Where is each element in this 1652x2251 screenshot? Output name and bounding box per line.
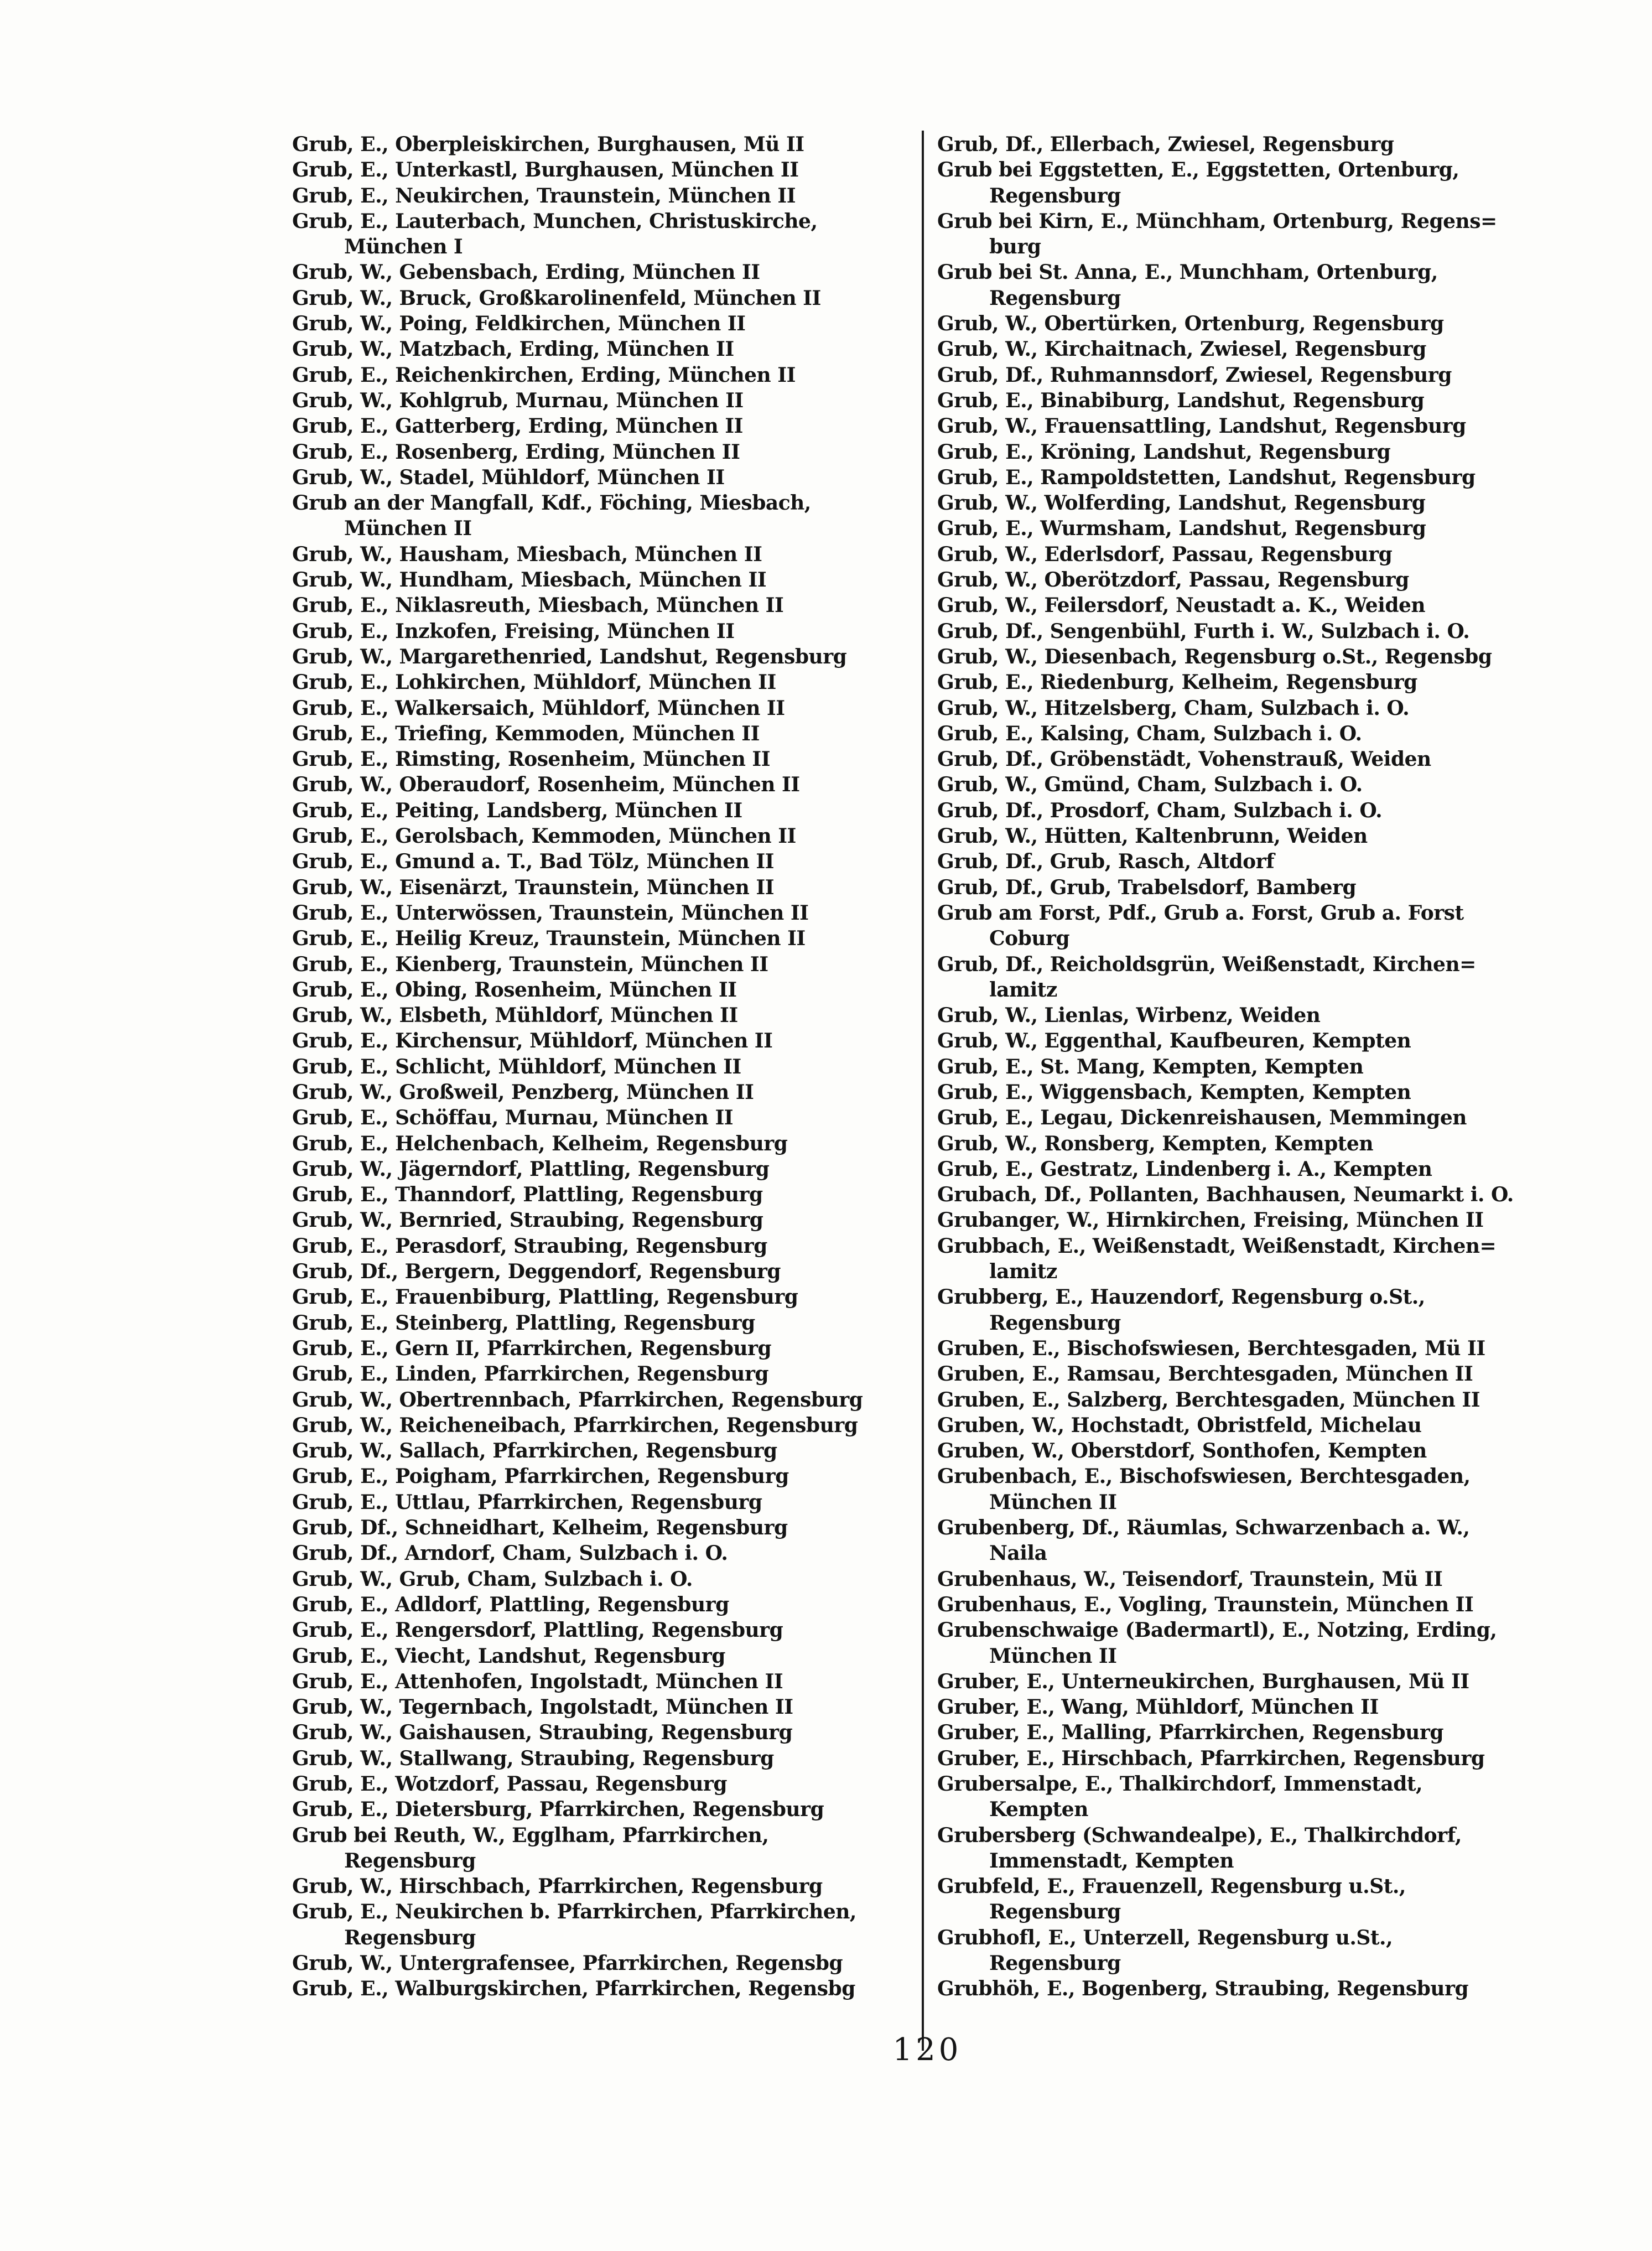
entry-line: Grub, E., Unterkastl, Burghausen, München II	[292, 158, 799, 182]
entry-line: Grub, Df., Bergern, Deggendorf, Regensburg	[292, 1260, 781, 1284]
entry-line: Gruber, E., Unterneukirchen, Burghausen, Mü II	[937, 1669, 1469, 1693]
entry-line: Grub, E., Inzkofen, Freising, München II	[292, 619, 735, 643]
entry-line: Grub, E., Gmund a. T., Bad Tölz, München II	[292, 850, 774, 874]
entry-line: Grub, W., Hütten, Kaltenbrunn, Weiden	[937, 824, 1368, 848]
entry-line: Gruber, E., Malling, Pfarrkirchen, Regensburg	[937, 1721, 1443, 1745]
entry-line: Grub, W., Diesenbach, Regensburg o.St., Regensbg	[937, 645, 1492, 668]
entry-line: Grub, E., Rimsting, Rosenheim, München II	[292, 748, 771, 771]
entry-line: Grub bei Kirn, E., Münchham, Ortenburg, Regens=	[937, 209, 1497, 233]
entry-line: Grub, E., Reichenkirchen, Erding, München II	[292, 363, 796, 387]
entry-line: Grub, W., Eisenärzt, Traunstein, München II	[292, 875, 775, 899]
entry-line: Kempten	[989, 1798, 1088, 1822]
entry-line: Grub, W., Wolferding, Landshut, Regensburg	[937, 491, 1426, 515]
entry-line: Grub, W., Hitzelsberg, Cham, Sulzbach i. O.	[937, 696, 1410, 720]
entry-line: Grub, W., Gaishausen, Straubing, Regensburg	[292, 1721, 793, 1745]
entry-line: München II	[989, 1644, 1117, 1668]
entry-line: Grub, W., Stadel, Mühldorf, München II	[292, 465, 725, 489]
entry-line: Gruben, W., Oberstdorf, Sonthofen, Kempten	[937, 1439, 1427, 1463]
entry-line: Grub, E., Linden, Pfarrkirchen, Regensburg	[292, 1362, 769, 1386]
entry-line: Grub, E., Niklasreuth, Miesbach, München II	[292, 594, 784, 618]
entry-line: Grub an der Mangfall, Kdf., Föching, Miesbach,	[292, 491, 811, 515]
entry-line: Grubanger, W., Hirnkirchen, Freising, München II	[937, 1209, 1484, 1232]
entry-line: Grub, W., Lienlas, Wirbenz, Weiden	[937, 1004, 1321, 1028]
entry-line: Grub, E., Dietersburg, Pfarrkirchen, Regensburg	[292, 1798, 824, 1822]
entry-line: Grub, W., Reicheneibach, Pfarrkirchen, Regensburg	[292, 1413, 858, 1437]
entry-line: Gruben, W., Hochstadt, Obristfeld, Michelau	[937, 1413, 1422, 1437]
entry-line: Grub, E., Heilig Kreuz, Traunstein, München II	[292, 927, 806, 951]
entry-line: Grub, W., Obertürken, Ortenburg, Regensburg	[937, 312, 1444, 336]
entry-line: Grubach, Df., Pollanten, Bachhausen, Neumarkt i. O.	[937, 1183, 1514, 1207]
entry-line: Grub, Df., Sengenbühl, Furth i. W., Sulzbach i. O.	[937, 619, 1470, 643]
entry-line: Grub, E., Rosenberg, Erding, München II	[292, 440, 740, 464]
entry-line: Regensburg	[989, 1952, 1121, 1975]
entry-line: Grubhöh, E., Bogenberg, Straubing, Regensburg	[937, 1977, 1469, 2001]
entry-line: Grub, E., Adldorf, Plattling, Regensburg	[292, 1593, 729, 1616]
entry-line: Grub, W., Kirchaitnach, Zwiesel, Regensburg	[937, 338, 1426, 361]
entry-line: Grub, E., Kirchensur, Mühldorf, München II	[292, 1029, 773, 1053]
entry-line: Grub, E., Gerolsbach, Kemmoden, München II	[292, 824, 796, 848]
entry-line: Grubersberg (Schwandealpe), E., Thalkirchdorf,	[937, 1823, 1462, 1847]
entry-line: Grub, E., Frauenbiburg, Plattling, Regensburg	[292, 1285, 798, 1309]
entry-line: Naila	[989, 1542, 1047, 1565]
entry-line: Grub, W., Gebensbach, Erding, München II	[292, 261, 760, 284]
entry-line: München II	[344, 517, 472, 541]
entry-line: lamitz	[989, 1260, 1057, 1284]
entry-line: Grub bei St. Anna, E., Munchham, Ortenburg,	[937, 261, 1438, 284]
entry-line: Grub, Df., Schneidhart, Kelheim, Regensburg	[292, 1516, 788, 1540]
entry-line: Grub, E., Viecht, Landshut, Regensburg	[292, 1644, 725, 1668]
entry-line: Grub, E., Lauterbach, Munchen, Christuskirche,	[292, 209, 818, 233]
entry-line: Grub, Df., Arndorf, Cham, Sulzbach i. O.	[292, 1542, 728, 1565]
entry-line: Coburg	[989, 927, 1070, 951]
entry-line: Grub, E., Walburgskirchen, Pfarrkirchen, Regensbg	[292, 1977, 855, 2001]
entry-line: Grubhofl, E., Unterzell, Regensburg u.St.,	[937, 1926, 1393, 1949]
entry-line: Grub, Df., Grub, Trabelsdorf, Bamberg	[937, 875, 1357, 899]
entry-line: Grub, W., Bruck, Großkarolinenfeld, München II	[292, 286, 821, 310]
entry-line: Grub, E., Unterwössen, Traunstein, München II	[292, 901, 809, 925]
entry-line: Grub, W., Margarethenried, Landshut, Regensburg	[292, 645, 847, 668]
entry-line: Regensburg	[989, 286, 1121, 310]
entry-line: Grub, E., Gern II, Pfarrkirchen, Regensburg	[292, 1336, 772, 1360]
entry-line: Grub, E., Rampoldstetten, Landshut, Regensburg	[937, 465, 1476, 489]
entry-line: Grub, E., Kalsing, Cham, Sulzbach i. O.	[937, 722, 1362, 745]
entry-line: Grub, Df., Reicholdsgrün, Weißenstadt, Kirchen=	[937, 952, 1476, 976]
entry-line: Grub, W., Bernried, Straubing, Regensburg	[292, 1209, 763, 1232]
entry-line: Grub, W., Sallach, Pfarrkirchen, Regensburg	[292, 1439, 777, 1463]
entry-line: Grub, W., Oberötzdorf, Passau, Regensburg	[937, 568, 1409, 592]
entry-line: Grub, W., Ronsberg, Kempten, Kempten	[937, 1132, 1374, 1155]
entry-line: Grub, E., Rengersdorf, Plattling, Regensburg	[292, 1619, 783, 1642]
entry-line: Grub, E., Wiggensbach, Kempten, Kempten	[937, 1080, 1411, 1104]
entry-line: Grub, W., Poing, Feldkirchen, München II	[292, 312, 746, 336]
entry-line: Grub, W., Eggenthal, Kaufbeuren, Kempten	[937, 1029, 1411, 1053]
entry-line: lamitz	[989, 978, 1057, 1002]
entry-line: Grub, E., Lohkirchen, Mühldorf, München II	[292, 671, 776, 694]
entry-line: Grub, E., Gestratz, Lindenberg i. A., Kempten	[937, 1157, 1432, 1181]
entry-line: Grub, W., Feilersdorf, Neustadt a. K., Weiden	[937, 594, 1426, 618]
entry-line: Grub, W., Hirschbach, Pfarrkirchen, Regensburg	[292, 1875, 823, 1899]
entry-line: Grubenberg, Df., Räumlas, Schwarzenbach a. W.,	[937, 1516, 1470, 1540]
entry-line: Grub, W., Kohlgrub, Murnau, München II	[292, 388, 744, 412]
entry-line: München I	[344, 235, 463, 259]
entry-line: Grubenschwaige (Badermartl), E., Notzing, Erding,	[937, 1619, 1497, 1642]
entry-line: Grub, W., Grub, Cham, Sulzbach i. O.	[292, 1567, 693, 1591]
entry-line: Grub, Df., Ellerbach, Zwiesel, Regensburg	[937, 133, 1394, 156]
entry-line: Grub, E., Helchenbach, Kelheim, Regensburg	[292, 1132, 788, 1155]
entry-line: Grub, E., Neukirchen b. Pfarrkirchen, Pfarrkirchen,	[292, 1900, 856, 1924]
entry-line: Grub, Df., Gröbenstädt, Vohenstrauß, Weiden	[937, 748, 1431, 771]
entry-line: Grub, E., Gatterberg, Erding, München II	[292, 414, 743, 438]
entry-line: Grub, E., Schlicht, Mühldorf, München II	[292, 1055, 741, 1078]
entry-line: Regensburg	[344, 1849, 476, 1873]
entry-line: Grub, E., Perasdorf, Straubing, Regensburg	[292, 1234, 767, 1258]
left-column	[292, 132, 912, 2002]
entry-line: Grub, E., Oberpleiskirchen, Burghausen, Mü II	[292, 133, 804, 156]
entry-line: Grubbach, E., Weißenstadt, Weißenstadt, Kirchen=	[937, 1234, 1497, 1258]
entry-line: Grub, E., Attenhofen, Ingolstadt, München II	[292, 1669, 783, 1693]
right-column	[937, 132, 1568, 2002]
entry-line: Regensburg	[989, 184, 1121, 208]
entry-line: Gruben, E., Ramsau, Berchtesgaden, München II	[937, 1362, 1473, 1386]
entry-line: Grub, E., Wotzdorf, Passau, Regensburg	[292, 1772, 728, 1796]
entry-line: Grub, W., Matzbach, Erding, München II	[292, 338, 734, 361]
entry-line: Gruber, E., Wang, Mühldorf, München II	[937, 1695, 1379, 1719]
entry-line: Grub, E., Riedenburg, Kelheim, Regensburg	[937, 671, 1417, 694]
entry-line: Grub, W., Großweil, Penzberg, München II	[292, 1080, 754, 1104]
entry-line: Grub, W., Frauensattling, Landshut, Regensburg	[937, 414, 1466, 438]
entry-line: Grub, W., Hundham, Miesbach, München II	[292, 568, 767, 592]
entry-line: Grub, E., Neukirchen, Traunstein, München II	[292, 184, 796, 208]
entry-line: Regensburg	[344, 1926, 476, 1949]
page-number: 120	[892, 2032, 962, 2068]
entry-line: Grub, E., Steinberg, Plattling, Regensburg	[292, 1311, 755, 1335]
entry-line: Immenstadt, Kempten	[989, 1849, 1234, 1873]
entry-line: Grubenhaus, E., Vogling, Traunstein, München II	[937, 1593, 1474, 1616]
entry-line: Grub, W., Oberaudorf, Rosenheim, München II	[292, 773, 800, 797]
entry-line: Grub, W., Hausham, Miesbach, München II	[292, 542, 762, 566]
entry-line: Grub, E., St. Mang, Kempten, Kempten	[937, 1055, 1364, 1078]
entry-line: burg	[989, 235, 1041, 259]
entry-line: Grub am Forst, Pdf., Grub a. Forst, Grub a. Forst	[937, 901, 1464, 925]
entry-line: Grub, E., Binabiburg, Landshut, Regensburg	[937, 388, 1425, 412]
entry-line: Grub, W., Stallwang, Straubing, Regensburg	[292, 1746, 774, 1770]
entry-line: Grubfeld, E., Frauenzell, Regensburg u.St.,	[937, 1875, 1406, 1899]
entry-line: Grub, E., Walkersaich, Mühldorf, München II	[292, 696, 785, 720]
entry-line: Gruber, E., Hirschbach, Pfarrkirchen, Regensburg	[937, 1746, 1485, 1770]
entry-line: Grub, E., Schöffau, Murnau, München II	[292, 1106, 734, 1130]
entry-line: Grub, E., Legau, Dickenreishausen, Memmingen	[937, 1106, 1467, 1130]
entry-line: Grub, E., Uttlau, Pfarrkirchen, Regensburg	[292, 1490, 762, 1514]
entry-line: Grub, W., Jägerndorf, Plattling, Regensburg	[292, 1157, 770, 1181]
entry-line: Grub, W., Gmünd, Cham, Sulzbach i. O.	[937, 773, 1363, 797]
entry-line: Grub bei Reuth, W., Egglham, Pfarrkirchen,	[292, 1823, 769, 1847]
entry-line: Grub, E., Obing, Rosenheim, München II	[292, 978, 737, 1002]
entry-line: Grub, E., Poigham, Pfarrkirchen, Regensburg	[292, 1465, 789, 1488]
entry-line: Grub, W., Tegernbach, Ingolstadt, München II	[292, 1695, 793, 1719]
entry-line: Grub, E., Kienberg, Traunstein, München II	[292, 952, 768, 976]
entry-line: Grub bei Eggstetten, E., Eggstetten, Ortenburg,	[937, 158, 1459, 182]
entry-line: Grub, W., Elsbeth, Mühldorf, München II	[292, 1004, 738, 1028]
entry-line: Regensburg	[989, 1900, 1121, 1924]
entry-line: Grub, E., Thanndorf, Plattling, Regensburg	[292, 1183, 763, 1207]
entry-line: Grub, W., Obertrennbach, Pfarrkirchen, Regensburg	[292, 1388, 863, 1412]
entry-line: Grubenbach, E., Bischofswiesen, Berchtesgaden,	[937, 1465, 1471, 1488]
entry-line: Grub, Df., Grub, Rasch, Altdorf	[937, 850, 1275, 874]
entry-line: Grub, W., Ederlsdorf, Passau, Regensburg	[937, 542, 1393, 566]
entry-line: München II	[989, 1490, 1117, 1514]
entry-line: Grub, W., Untergrafensee, Pfarrkirchen, Regensbg	[292, 1952, 843, 1975]
entry-line: Gruben, E., Salzberg, Berchtesgaden, München II	[937, 1388, 1480, 1412]
entry-line: Grubenhaus, W., Teisendorf, Traunstein, Mü II	[937, 1567, 1443, 1591]
entry-line: Grub, Df., Ruhmannsdorf, Zwiesel, Regensburg	[937, 363, 1452, 387]
column-divider-rule	[922, 131, 924, 2051]
entry-line: Regensburg	[989, 1311, 1121, 1335]
entry-line: Grub, E., Wurmsham, Landshut, Regensburg	[937, 517, 1426, 541]
entry-line: Grub, E., Triefing, Kemmoden, München II	[292, 722, 760, 745]
entry-line: Gruben, E., Bischofswiesen, Berchtesgaden, Mü II	[937, 1336, 1485, 1360]
entry-line: Grub, E., Peiting, Landsberg, München II	[292, 798, 742, 822]
entry-line: Grubberg, E., Hauzendorf, Regensburg o.St.,	[937, 1285, 1425, 1309]
entry-line: Grub, E., Kröning, Landshut, Regensburg	[937, 440, 1391, 464]
entry-line: Grub, Df., Prosdorf, Cham, Sulzbach i. O.	[937, 798, 1383, 822]
entry-line: Grubersalpe, E., Thalkirchdorf, Immenstadt,	[937, 1772, 1423, 1796]
